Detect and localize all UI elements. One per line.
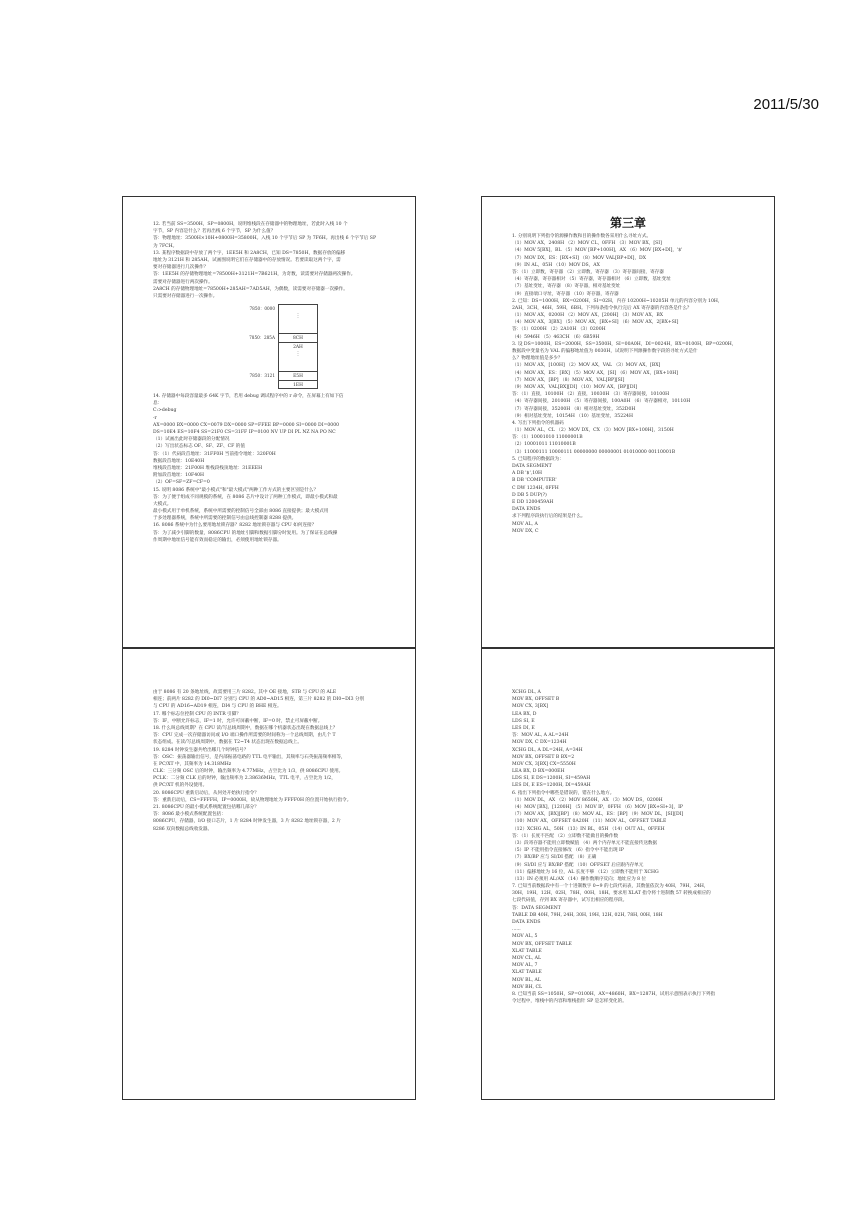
text-line: 于多处理器系统，系统中所需要的控制信号由总线控制器 8288 提供。 [153, 516, 297, 522]
text-line: 只需要对存储器进行一次操作。 [153, 293, 218, 299]
text-line: 答：DATA SEGMENT [512, 905, 561, 911]
text-line: 3. 设 DS=1000H，ES=2000H，SS=3500H，SI=00A0H，DI=0024H，BX=0100H，BP=0200H， [512, 341, 737, 347]
text-line: MOV DX, C [512, 528, 539, 534]
text-line: XLAT TABLE [512, 948, 542, 954]
text-line: 答：（1）代码段首地址：31FF0H 当前指令地址：320F0H [153, 451, 276, 457]
text-line: （9）直接端口寻址，寄存器 （10）寄存器，寄存器 [512, 291, 619, 297]
date-header: 2011/5/30 [753, 96, 819, 113]
text-line: （12）XCHG AL，50H （13）IN BL，05H （14）OUT AL，0FFEH [512, 826, 665, 832]
memory-diagram [231, 304, 321, 389]
slide-4-content [512, 689, 744, 1083]
text-line: -r [153, 415, 157, 421]
text-line: 相连；前两片 8282 的 DI0~DI7 分别与 CPU 的 AD0~AD15 相连，第三片 8282 的 DI0~DI3 分别 [153, 697, 365, 703]
text-line: MOV CL, AL [512, 955, 542, 961]
text-line: 答：OSC：振荡器输出信号，是内部振荡电路的 TTL 电平输出，其频率与石英振荡频率相等， [153, 754, 346, 760]
memory-cell: 2AH [278, 342, 318, 351]
text-line: 与 CPU 的 AD16~AD19 相连，DI4 与 CPU 的 BHE 相连。 [153, 704, 282, 710]
text-line: MOV AL, A [512, 521, 538, 527]
text-line: （2）写出状态标志 OF、SF、ZF、CF 的值 [153, 444, 245, 450]
text-line: 答：重新启动后，CS=FFFFH，IP=0000H，故从物理地址为 FFFF0H 的位置开始执行指令。 [153, 797, 352, 803]
text-line: E DD 1200459AH [512, 499, 554, 505]
text-line: （13）IN 必须用 AL/AX （14）操作数顺序反向；地址应为 8 位 [512, 876, 647, 882]
text-line: 七段代码值，存到 BX 寄存器中，试写出相应的程序段。 [512, 898, 628, 904]
text-line: 答：IF，中断允许标志，IF=1 时，允许可屏蔽中断，IF=0 时，禁止可屏蔽中断。 [153, 718, 323, 724]
text-line: （3）11000111 10000111 00000000 00000001 01010000 00110001B [512, 449, 676, 455]
text-line: （1）MOV AX，[100H] （2）MOV AX，VAL （3）MOV AX，[BX] [512, 363, 661, 369]
memory-cell: 1EH [278, 380, 318, 389]
text-line: MOV BX, OFFSET B BX=2 [512, 754, 575, 760]
text-line: MOV BX, OFFSET B [512, 697, 560, 703]
text-line: 答：物理地址：3500H×10H+0800H=35800H。入栈 10 个字节后 SP 为 7F6H。再出栈 6 个字节后 SP [153, 236, 377, 242]
text-line: MOV BX, OFFSET TABLE [512, 941, 572, 947]
text-line: 答：MOV AL, A AL=24H [512, 733, 569, 739]
text-line: 18. 什么叫总线周期？在 CPU 读/写总线周期中，数据在哪个机器状态出现在数据总线上？ [153, 725, 338, 731]
text-line: 20. 8086CPU 重新启动后，从何处开始执行指令？ [153, 790, 259, 796]
text-line: 求下列程序段执行后的结果是什么。 [512, 514, 586, 520]
text-line: AX=0000 BX=0000 CX=0079 DX=0000 SP=FFEE BP=0000 SI=0000 DI=0000 [153, 422, 340, 428]
text-line: 12. 若当前 SS=3500H，SP=0800H，说明堆栈段在存储器中的物理地址，若此时入栈 10 个 [153, 222, 348, 227]
text-line: 供 PC/XT 机的外设使用。 [153, 783, 208, 789]
text-line: （2）OF=SF=ZF=CF=0 [153, 480, 210, 486]
text-line: 答：（1）直接，10100H （2）直接，10030H （3）寄存器间接，10100H [512, 392, 670, 398]
memory-cell [278, 304, 318, 313]
text-line: C DW 1234H, 0FFH [512, 485, 559, 491]
text-line: 答：（1）长度不匹配 （2）立即数不能做目的操作数 [512, 833, 619, 839]
slide-1-content [153, 221, 385, 631]
text-line: （4）5946H （5）463CH （6）6B59H [512, 334, 600, 340]
text-line: （10）MOV AX，OFFSET 0A20H （11）MOV AL，OFFSET TABLE [512, 819, 667, 825]
text-line: 最小模式用于单机系统，系统中所需要的控制信号全部由 8086 直接提供；最大模式用 [153, 509, 329, 515]
text-line: 数据段中变量名为 VAL 的偏移地址值为 0030H，试说明下列源操作数字段的寻址方式是什 [512, 349, 698, 354]
text-line: 8086CPU，存储器，I/O 接口芯片，1 片 8284 时钟发生器，3 片 8282 地址锁存器，2 片 [153, 819, 341, 825]
text-line: LDS SI, E [512, 718, 535, 724]
text-line: 答：为了减少引脚的数量，8086CPU 的地址引脚和数据引脚分时复用。为了保证在总线操 [153, 530, 338, 536]
text-line: MOV BH, CL [512, 984, 543, 990]
text-line: MOV DX, C DX=1234H [512, 740, 567, 746]
text-line: 在 PC/XT 中，其频率为 14.318MHz [153, 761, 232, 767]
text-line: （11）偏移地址为 16 位，AL 长度不够 （12）立即数不能用于 XCHG [512, 869, 659, 875]
text-line: CLK：三分频 OSC 后的时钟，输出频率为 4.77MHz，占空比为 1/3，供 8086CPU 使用。 [153, 769, 344, 775]
text-line: 答：8086 最小模式系统配置包括： [153, 812, 226, 818]
text-line: （1）MOV AL，CL （2）MOV DX，CX （3）MOV [BX+100H]，3150H [512, 428, 674, 434]
slide-page-2 [481, 196, 775, 648]
text-line: DATA ENDS [512, 920, 541, 925]
text-line: （9）相对基址变址，10154H （10）基址变址，35224H [512, 413, 633, 419]
text-line: MOV AL, 5 [512, 934, 538, 940]
text-line: 21. 8086CPU 的最小模式系统配置包括哪几部分？ [153, 805, 259, 810]
text-line: TABLE DB 40H, 79H, 24H, 30H, 19H, 12H, 02H, 78H, 00H, 18H [512, 912, 663, 918]
text-line: MOV CX, 3[BX] CX=5550H [512, 761, 576, 767]
text-line: （7）MOV DX，ES：[BX+SI] （8）MOV VAL[BP+DI]，DX [512, 255, 647, 261]
text-line: 答：（1）10001010 11000001B [512, 435, 583, 441]
text-line: 答：1EE5H 的存储物理地址=78500H+3121H=7B621H，为奇数，读需要对存储器两次操作。 [153, 272, 356, 278]
text-line: XCHG DL, A DL=24H, A=34H [512, 747, 583, 753]
text-line: 2A8CH 的存储物理地址=78500H+285AH=7AD5AH，为偶数，读需要对存储器一次操作。 [153, 286, 348, 292]
text-line: 息： [153, 401, 163, 407]
text-line: 堆栈段首地址：21F00H 堆栈段栈顶地址：31EEEH [153, 465, 263, 471]
text-line: （1）MOV DL，AX （2）MOV 8650H，AX （3）MOV DS，0200H [512, 797, 663, 803]
text-line: 附加段首地址：10F40H [153, 473, 205, 479]
text-line: 状态组成。在读/写总线周期中，数据在 T2~T4 状态出现在数据总线上。 [153, 740, 302, 746]
text-line: DATA ENDS [512, 507, 541, 513]
memory-address-label: 7850：0000 [249, 305, 275, 311]
text-line: C:>debug [153, 408, 177, 414]
text-line: （7）MOV AX，[BP] （8）MOV AX，VAL[BP][SI] [512, 377, 625, 383]
text-line: D DB 5 DUP(?) [512, 492, 547, 498]
text-line: 14. 存储器中每段容量最多 64K 字节，若用 debug 调试程序中的 r 命令，在屏幕上有如下信 [153, 394, 344, 400]
text-line: PCLK：二分频 CLK 后的时钟，输出频率为 2.38636MHz，TTL 电平，占空比为 1/2， [153, 776, 336, 782]
memory-cell: E5H [278, 371, 318, 380]
slide-2-content [512, 215, 744, 631]
text-line: MOV BL, AL [512, 977, 541, 983]
text-line: MOV AL, 7 [512, 963, 538, 969]
chapter-title: 第三章 [609, 216, 646, 230]
text-line: （9）IN AL，05H （10）MOV DS，AX [512, 262, 600, 268]
text-line: 30H，19H，12H，02H，78H，00H，18H。要求用 XLAT 指令将十进制数 57 转换成相应的 [512, 891, 711, 897]
text-line: （2）10001011 11010001B [512, 442, 576, 448]
text-line: （1）MOV AX，2408H （2）MOV CL，0FFH （3）MOV BX，[SI] [512, 241, 662, 247]
text-line: 5. 已知程序的数据段为： [512, 456, 564, 462]
text-line: 1. 分别说明下列指令的源操作数和目的操作数各采用什么寻址方式。 [512, 234, 652, 239]
memory-gap: ⋮ [278, 351, 318, 371]
text-line: 15. 说明 8086 系统中"最小模式"和"最大模式"两种工作方式的主要区别是什么？ [153, 487, 319, 493]
text-line: LEA BX, D [512, 711, 537, 717]
text-line: LEA BX, D BX=000EH [512, 769, 565, 775]
text-line: 由于 8086 有 20 条地址线，故需要用三片 8282。其中 OE 接地，STB 与 CPU 的 ALE [153, 690, 337, 695]
text-line: （7）BX/BP 应与 SI/DI 搭配 （8）正确 [512, 855, 597, 861]
text-line: 答：（1）0200H （2）2A10H （3）0200H [512, 327, 606, 333]
text-line: B DB 'COMPUTER' [512, 478, 557, 484]
text-line: 令过程中，堆栈中的内容和堆栈指针 SP 是怎样变化的。 [512, 999, 627, 1005]
text-line: （1）试画出此时存储器段的分配情况 [153, 437, 230, 443]
text-line: 作周期中地址信号能有效而稳定的输出，必须使用地址锁存器。 [153, 537, 282, 543]
text-line: （4）寄存器，寄存器相对 （5）寄存器，寄存器相对 （6）立即数，基址变址 [512, 277, 671, 283]
text-line: 8. 已知当前 SS=1050H，SP=0100H，AX=4860H，BX=1287H，试用示意图表示执行下列指 [512, 991, 716, 997]
text-line: 为 7FCH。 [153, 243, 178, 249]
text-line: 19. 8284 时钟发生器共给出哪几个时钟信号？ [153, 747, 249, 753]
text-line: 答：（1）立即数，寄存器 （2）立即数，寄存器 （3）寄存器间接，寄存器 [512, 269, 664, 275]
memory-address-label: 7850：285A [249, 334, 275, 340]
text-line: LES DI, E [512, 725, 535, 731]
text-line: LES DI, E ES=1200H, DI=459AH [512, 783, 591, 789]
text-line: （4）寄存器间接，20100H （5）寄存器间接，100A0H （6）寄存器相对，10110H [512, 399, 691, 405]
slide-page-4 [481, 648, 775, 1100]
text-line: A DB '$',10H [512, 471, 543, 477]
text-line: （4）MOV AX，3[BX] （5）MOV AX，[BX+SI] （6）MOV AX，2[BX+SI] [512, 320, 679, 326]
text-line: XCHG DL, A [512, 690, 541, 695]
text-line: 13. 某程序数据段中存放了两个字，1EE5H 和 2A8CH，已知 DS=7850H，数据存放的偏移 [153, 250, 346, 256]
text-line: 地址为 3121H 和 285AH。试画图说明它们在存储器中的存放情况。若要读取这两个字，需 [153, 257, 341, 263]
text-line: （5）IP 不能用指令直接修改 （6）指令中不能出现 IP [512, 848, 624, 854]
text-line: 2AH，3CH，46H，59H，6BH。下列每条指令执行完后 AX 寄存器的内容各是什么？ [512, 305, 692, 311]
text-line: 4. 写出下列指令的机器码 [512, 420, 564, 426]
text-line: MOV CX, 3[BX] [512, 704, 549, 710]
text-line: （3）段寄存器不能用立即数赋值 （4）两个内存单元不能直接传送数据 [512, 840, 658, 846]
text-line: 7. 已知当前数据段中有一个十进制数字 0~9 的七段代码表，其数值依次为 40H，79H，24H， [512, 884, 709, 890]
text-line: （1）MOV AX，0200H （2）MOV AX，[200H] （3）MOV AX，BX [512, 313, 663, 319]
text-line: 字节，SP 内容是什么？若再出栈 6 个字节，SP 为什么值？ [153, 229, 276, 235]
text-line: 么？物理地址值是多少？ [512, 356, 563, 362]
text-line: 2. 已知：DS=1000H，BX=0200H，SI=02H，内存 10200H~10205H 单元的内容分别为 10H， [512, 298, 723, 304]
text-line: ...... [512, 927, 521, 933]
text-line: 要对存储器进行几次操作？ [153, 265, 209, 271]
memory-address-label: 7850：3121 [249, 372, 275, 378]
text-line: 8286 双向数据总线收发器。 [153, 826, 213, 832]
text-line: 17. 哪个标志位控制 CPU 的 INTR 引脚？ [153, 711, 241, 717]
memory-cell: 8CH [278, 333, 318, 342]
text-line: （9）MOV AX，VAL[BX][DI] （10）MOV AX，[BP][DI] [512, 384, 638, 390]
text-line: 6. 指出下列指令中哪些是错误的，错在什么地方。 [512, 790, 615, 796]
text-line: 数据段首地址：10E40H [153, 458, 205, 464]
text-line: DATA SEGMENT [512, 464, 552, 469]
text-line: 大模式。 [153, 501, 172, 507]
text-line: （4）MOV AX，ES：[BX] （5）MOV AX，[SI] （6）MOV AX，[BX+10H] [512, 370, 679, 376]
text-line: （7）MOV AX，[BX][BP] （8）MOV AL，ES：[BP] （9）MOV DL，[SI][DI] [512, 812, 684, 818]
text-line: DS=10E4 ES=10F4 SS=21F0 CS=31FF IP=0100 NV UP DI PL NZ NA PO NC [153, 430, 336, 435]
text-line: LDS SI, E DS=1200H, SI=459AH [512, 776, 591, 782]
text-line: （7）基址变址，寄存器 （8）寄存器，相对基址变址 [512, 284, 621, 290]
memory-gap: ⋮ [278, 313, 318, 333]
text-line: （4）MOV [BX]，[1200H] （5）MOV IP，0FFH （6）MOV [BX+SI+3]，IP [512, 805, 683, 810]
text-line: （7）寄存器间接，35200H （8）相对基址变址，352D0H [512, 406, 636, 412]
text-line: 答：CPU 完成一次存储器访问或 I/O 端口操作所需要的时间称为一个总线周期，由几个 T [153, 733, 336, 739]
text-line: 需要对存储器进行两次操作。 [153, 279, 213, 285]
slide-page-1 [122, 196, 416, 648]
text-line: （9）SI/DI 应与 BX/BP 搭配 （10）OFFSET 后应跟内存单元 [512, 862, 644, 868]
slide-3-content [153, 689, 385, 1083]
text-line: 16. 8086 系统中为什么要用地址锁存器？8282 地址锁存器与 CPU 如何连接？ [153, 523, 317, 529]
slide-page-3 [122, 648, 416, 1100]
text-line: （4）MOV 5[BX]，BL （5）MOV [BP+100H]，AX （6）MOV [BX+DI]，'$' [512, 248, 683, 254]
text-line: XLAT TABLE [512, 970, 542, 976]
text-line: 答：为了便于组成不同规模的系统，在 8086 芯片中设计了两种工作模式，即最小模式和最 [153, 494, 338, 500]
